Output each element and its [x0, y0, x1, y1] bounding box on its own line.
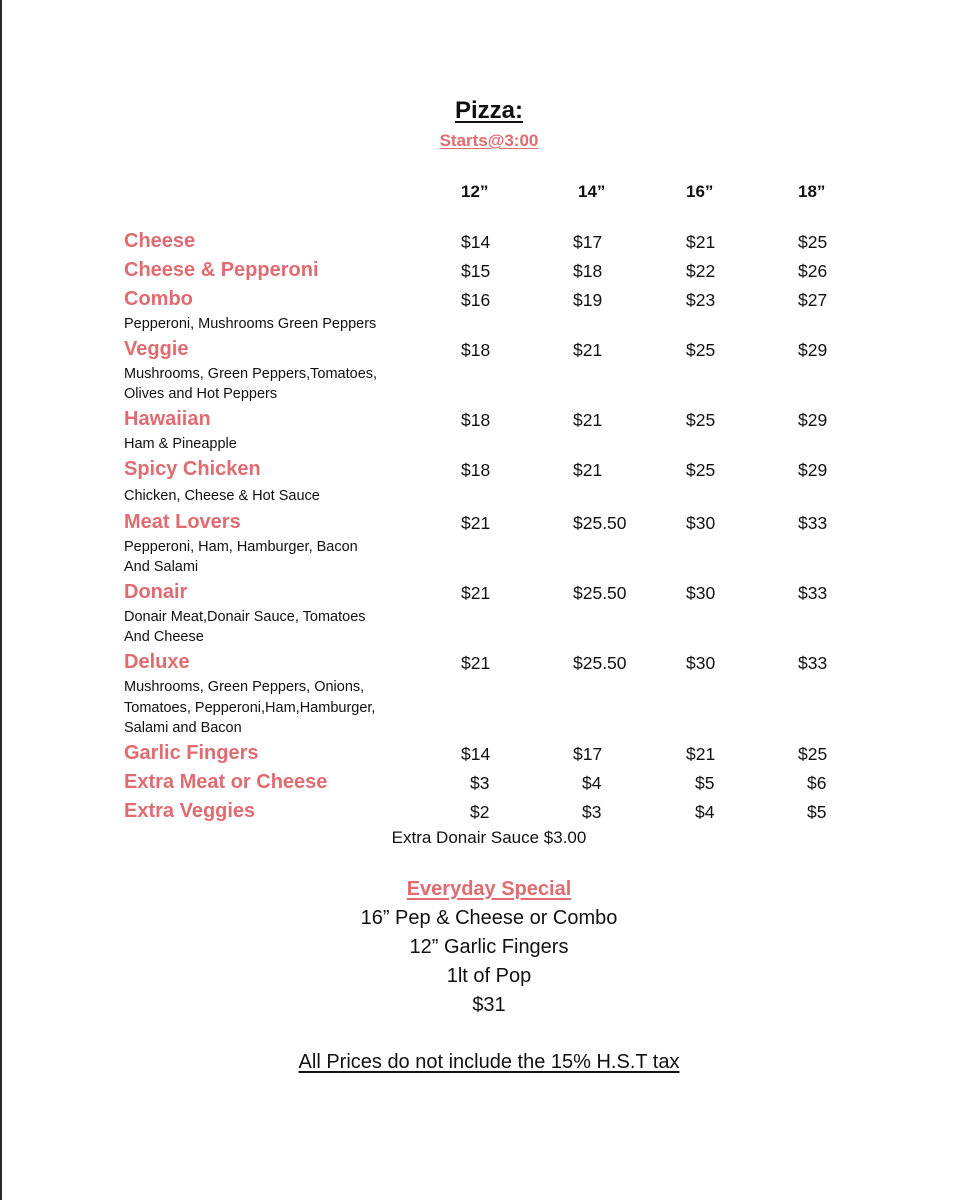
special-line-garlic-fingers: 12” Garlic Fingers	[409, 936, 569, 958]
price-veggie-18: $29	[798, 340, 828, 360]
item-name-extra-veggies: Extra Veggies	[124, 800, 256, 822]
price-combo-16: $23	[686, 290, 716, 310]
tax-note: All Prices do not include the 15% H.S.T tax	[298, 1051, 680, 1073]
price-veggie-14: $21	[573, 340, 603, 360]
price-meat-lovers-14: $25.50	[573, 513, 627, 533]
price-donair-18: $33	[798, 583, 828, 603]
item-desc-deluxe-2: Tomatoes, Pepperoni,Ham,Hamburger,	[124, 700, 376, 716]
price-garlic-fingers-18: $25	[798, 744, 828, 764]
price-hawaiian-18: $29	[798, 410, 828, 430]
price-spicy-chicken-12: $18	[461, 460, 491, 480]
price-veggie-12: $18	[461, 340, 491, 360]
price-meat-lovers-12: $21	[461, 513, 491, 533]
price-cheese-16: $21	[686, 232, 716, 252]
price-extra-meat-cheese-16: $5	[695, 773, 715, 793]
price-combo-14: $19	[573, 290, 603, 310]
price-extra-meat-cheese-14: $4	[582, 773, 602, 793]
item-desc-meat-lovers-1: Pepperoni, Ham, Hamburger, Bacon	[124, 539, 358, 555]
size-header-12: 12”	[461, 182, 489, 201]
item-name-deluxe: Deluxe	[124, 651, 190, 673]
size-header-16: 16”	[686, 182, 714, 201]
extra-donair-sauce-note: Extra Donair Sauce $3.00	[391, 828, 587, 847]
price-cheese-pepperoni-16: $22	[686, 261, 716, 281]
price-combo-18: $27	[798, 290, 828, 310]
price-garlic-fingers-16: $21	[686, 744, 716, 764]
price-extra-veggies-12: $2	[470, 802, 490, 822]
item-name-spicy-chicken: Spicy Chicken	[124, 458, 261, 480]
price-garlic-fingers-12: $14	[461, 744, 491, 764]
item-desc-veggie-1: Mushrooms, Green Peppers,Tomatoes,	[124, 366, 378, 382]
item-name-meat-lovers: Meat Lovers	[124, 511, 241, 533]
page-title: Pizza:	[454, 97, 523, 124]
price-deluxe-14: $25.50	[573, 653, 627, 673]
price-hawaiian-12: $18	[461, 410, 491, 430]
price-extra-veggies-18: $5	[807, 802, 827, 822]
item-desc-combo: Pepperoni, Mushrooms Green Peppers	[124, 316, 377, 332]
price-cheese-18: $25	[798, 232, 828, 252]
item-name-combo: Combo	[124, 288, 193, 310]
item-desc-meat-lovers-2: And Salami	[124, 559, 199, 575]
item-name-extra-meat-cheese: Extra Meat or Cheese	[124, 771, 328, 793]
special-line-pop: 1lt of Pop	[446, 965, 532, 987]
price-extra-meat-cheese-12: $3	[470, 773, 490, 793]
price-donair-12: $21	[461, 583, 491, 603]
price-hawaiian-16: $25	[686, 410, 716, 430]
item-desc-donair-2: And Cheese	[124, 629, 204, 645]
price-deluxe-18: $33	[798, 653, 828, 673]
special-line-pizza: 16” Pep & Cheese or Combo	[360, 907, 618, 929]
item-desc-deluxe-3: Salami and Bacon	[124, 720, 242, 736]
item-desc-deluxe-1: Mushrooms, Green Peppers, Onions,	[124, 679, 365, 695]
price-combo-12: $16	[461, 290, 491, 310]
special-title: Everyday Special	[406, 878, 572, 900]
price-donair-14: $25.50	[573, 583, 627, 603]
item-name-garlic-fingers: Garlic Fingers	[124, 742, 259, 764]
item-desc-hawaiian: Ham & Pineapple	[124, 436, 237, 452]
price-veggie-16: $25	[686, 340, 716, 360]
price-meat-lovers-16: $30	[686, 513, 716, 533]
size-header-18: 18”	[798, 182, 826, 201]
price-cheese-12: $14	[461, 232, 491, 252]
item-name-veggie: Veggie	[124, 338, 189, 360]
price-cheese-pepperoni-12: $15	[461, 261, 491, 281]
item-desc-spicy-chicken: Chicken, Cheese & Hot Sauce	[124, 488, 320, 504]
price-donair-16: $30	[686, 583, 716, 603]
price-spicy-chicken-18: $29	[798, 460, 828, 480]
price-cheese-14: $17	[573, 232, 603, 252]
price-extra-veggies-14: $3	[582, 802, 602, 822]
price-deluxe-16: $30	[686, 653, 716, 673]
item-desc-donair-1: Donair Meat,Donair Sauce, Tomatoes	[124, 609, 366, 625]
price-cheese-pepperoni-18: $26	[798, 261, 828, 281]
price-deluxe-12: $21	[461, 653, 491, 673]
price-meat-lovers-18: $33	[798, 513, 828, 533]
size-header-14: 14”	[578, 182, 606, 201]
page-left-edge	[0, 0, 2, 1200]
price-cheese-pepperoni-14: $18	[573, 261, 603, 281]
price-hawaiian-14: $21	[573, 410, 603, 430]
item-name-hawaiian: Hawaiian	[124, 408, 211, 430]
item-name-donair: Donair	[124, 581, 188, 603]
special-price: $31	[472, 994, 506, 1016]
price-extra-meat-cheese-18: $6	[807, 773, 827, 793]
item-desc-veggie-2: Olives and Hot Peppers	[124, 386, 278, 402]
item-name-cheese-pepperoni: Cheese & Pepperoni	[124, 259, 319, 281]
price-spicy-chicken-14: $21	[573, 460, 603, 480]
start-time: Starts@3:00	[439, 131, 539, 150]
price-garlic-fingers-14: $17	[573, 744, 603, 764]
price-extra-veggies-16: $4	[695, 802, 715, 822]
item-name-cheese: Cheese	[124, 230, 196, 252]
price-spicy-chicken-16: $25	[686, 460, 716, 480]
